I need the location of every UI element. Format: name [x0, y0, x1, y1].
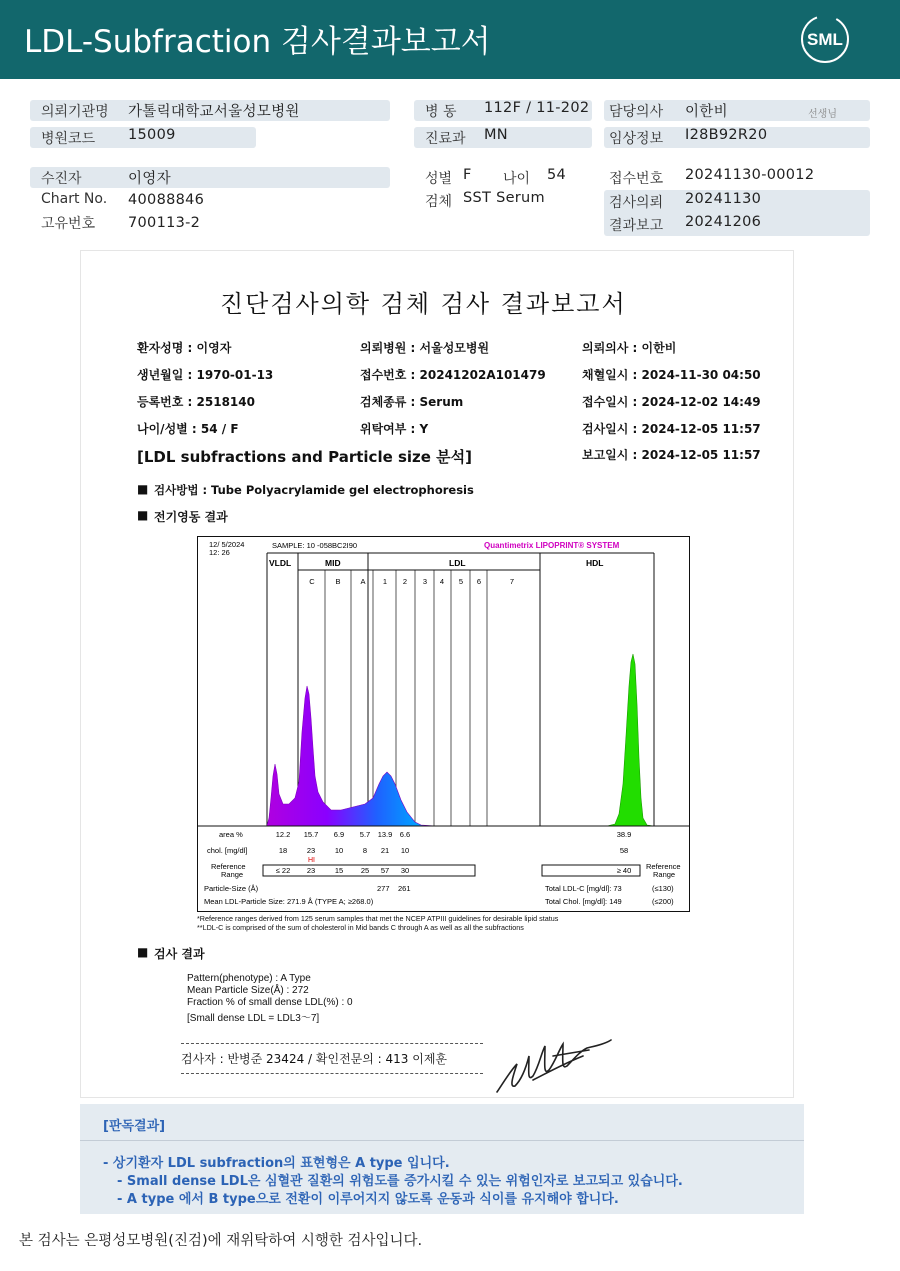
chol-value: 58	[619, 846, 629, 855]
ref-value: ≤ 22	[275, 866, 291, 875]
electro-bullet: ■	[137, 508, 149, 522]
dept-label: 진료과	[425, 131, 466, 147]
result-mean-size: Mean Particle Size(Å) : 272	[187, 985, 309, 996]
chart-note-2: **LDL-C is comprised of the sum of cholesterol in Mid bands C through A as well as all the subfractions	[197, 923, 524, 932]
total-chol-ref: (≤200)	[652, 897, 674, 906]
ref-label-1: Reference	[211, 862, 246, 871]
paper-hosp: 의뢰병원 : 서울성모병원	[360, 341, 490, 355]
band-label-3: 3	[422, 577, 428, 586]
clinical-value: I28B92R20	[685, 127, 768, 143]
paper-outsrc: 위탁여부 : Y	[360, 422, 429, 436]
paper-draw: 채혈일시 : 2024-11-30 04:50	[582, 368, 761, 382]
ref-label-2: Range	[221, 870, 244, 879]
age-label: 나이	[503, 171, 531, 187]
ref-label-right-1: Reference	[646, 862, 681, 871]
particle-value-1: 277	[377, 884, 390, 893]
chol-value: 10	[400, 846, 410, 855]
chol-value: 8	[362, 846, 368, 855]
band-group-hdl: HDL	[586, 558, 604, 568]
paper-rep: 보고일시 : 2024-12-05 11:57	[582, 448, 761, 462]
judgement-line-3: - A type 에서 B type으로 전환이 이루어지지 않도록 운동과 식이를 유지해야 합니다.	[117, 1192, 619, 1207]
specimen-value: SST Serum	[463, 190, 545, 206]
band-group-mid: MID	[325, 558, 341, 568]
area-value: 5.7	[359, 830, 371, 839]
ref-value: 30	[400, 866, 410, 875]
section-heading: [LDL subfractions and Particle size 분석]	[137, 448, 473, 466]
chart-label: Chart No.	[41, 191, 108, 207]
total-ldl-ref: (≤130)	[652, 884, 674, 893]
area-value: 38.9	[616, 830, 632, 839]
clinical-label: 임상정보	[609, 131, 664, 147]
band-label-4: 4	[439, 577, 445, 586]
ref-value: 25	[360, 866, 370, 875]
paper-acc: 접수번호 : 20241202A101479	[360, 368, 546, 382]
area-label: area %	[219, 830, 243, 839]
result-pattern: Pattern(phenotype) : A Type	[187, 973, 311, 984]
hospital-code-value: 15009	[128, 127, 176, 143]
method-bullet: ■	[137, 482, 149, 496]
area-value: 6.9	[333, 830, 345, 839]
hi-flag: HI	[308, 857, 315, 864]
chart-time: 12: 26	[209, 548, 230, 557]
ref-value: 15	[334, 866, 344, 875]
ref-value: 57	[380, 866, 390, 875]
paper-agesex: 나이/성별 : 54 / F	[137, 422, 239, 436]
area-value: 15.7	[303, 830, 319, 839]
unique-value: 700113-2	[128, 215, 201, 231]
area-value: 13.9	[377, 830, 393, 839]
sign-rule-top	[181, 1043, 483, 1044]
band-label-a: A	[360, 577, 366, 586]
age-value: 54	[547, 167, 567, 183]
particle-value-2: 261	[398, 884, 411, 893]
total-chol: Total Chol. [mg/dl]: 149	[545, 897, 622, 906]
patient-bar	[30, 167, 390, 188]
svg-text:SML: SML	[807, 30, 843, 49]
hospital-code-label: 병원코드	[41, 131, 96, 147]
specimen-label: 검체	[425, 194, 453, 210]
band-label-c: C	[309, 577, 315, 586]
paper-rdoc: 의뢰의사 : 이한비	[582, 341, 677, 355]
result-fraction: Fraction % of small dense LDL(%) : 0	[187, 997, 353, 1008]
chart-brand: Quantimetrix LIPOPRINT® SYSTEM	[484, 541, 620, 550]
report-title: LDL-Subfraction 검사결과보고서	[24, 24, 491, 60]
paper-dob: 생년월일 : 1970-01-13	[137, 368, 274, 382]
particle-label: Particle-Size (Å)	[204, 884, 259, 893]
chart-value: 40088846	[128, 192, 205, 208]
patient-label: 수진자	[41, 171, 82, 187]
band-group-ldl: LDL	[449, 558, 466, 568]
band-label-b: B	[335, 577, 341, 586]
judgement-title: [판독결과]	[103, 1119, 166, 1134]
ref-value: 23	[306, 866, 316, 875]
sml-logo	[800, 14, 850, 64]
receipt-value: 20241130-00012	[685, 167, 815, 183]
chart-note-1: *Reference ranges derived from 125 serum samples that met the NCEP ATPIII guidelines for desirable lipid status	[197, 914, 559, 923]
signature	[493, 1036, 615, 1096]
chol-value: 18	[278, 846, 288, 855]
doctor-value: 이한비	[685, 104, 728, 120]
judgement-line-2: - Small dense LDL은 심혈관 질환의 위험도를 증가시킬 수 있는 위험인자로 보고되고 있습니다.	[117, 1174, 683, 1189]
band-label-6: 6	[476, 577, 482, 586]
chol-value: 23	[306, 846, 316, 855]
paper-title: 진단검사의학 검체 검사 결과보고서	[220, 290, 627, 318]
unique-label: 고유번호	[41, 216, 96, 232]
band-label-5: 5	[458, 577, 464, 586]
footer-note: 본 검사는 은평성모병원(진검)에 재위탁하여 시행한 검사입니다.	[19, 1233, 423, 1249]
result-bullet: ■	[137, 945, 149, 959]
ward-value: 112F / 11-202	[484, 100, 590, 116]
result-heading: 검사 결과	[154, 947, 205, 961]
total-ldl: Total LDL-C [mg/dl]: 73	[545, 884, 622, 893]
chart-sample: SAMPLE: 10 -058BC2I90	[272, 541, 358, 550]
band-label-7: 7	[509, 577, 515, 586]
sex-label: 성별	[425, 171, 453, 187]
paper-name: 환자성명 : 이영자	[137, 341, 232, 355]
report-date-label: 결과보고	[609, 218, 664, 234]
institution-value: 가톨릭대학교서울성모병원	[128, 104, 300, 120]
paper-recv: 접수일시 : 2024-12-02 14:49	[582, 395, 761, 409]
request-label: 검사의뢰	[609, 195, 664, 211]
chol-value: 10	[334, 846, 344, 855]
sex-value: F	[463, 167, 472, 183]
chol-value: 21	[380, 846, 390, 855]
request-value: 20241130	[685, 191, 762, 207]
chol-label: chol. [mg/dl]	[207, 846, 248, 855]
mean-size-line: Mean LDL-Particle Size: 271.9 Å (TYPE A; ≥268.0)	[204, 897, 374, 906]
doctor-suffix: 선생님	[808, 109, 837, 120]
ward-label: 병 동	[425, 104, 457, 120]
method-text: 검사방법 : Tube Polyacrylamide gel electrophoresis	[154, 483, 474, 497]
ref-value: ≥ 40	[616, 866, 632, 875]
institution-label: 의뢰기관명	[41, 104, 109, 120]
ref-label-right-2: Range	[653, 870, 676, 879]
chart-frame	[198, 537, 690, 912]
sign-rule-bottom	[181, 1073, 483, 1074]
band-label-1: 1	[382, 577, 388, 586]
dept-value: MN	[484, 127, 508, 143]
report-date-value: 20241206	[685, 214, 762, 230]
band-label-2: 2	[402, 577, 408, 586]
signers-line: 검사자 : 반병준 23424 / 확인전문의 : 413 이제훈	[181, 1052, 448, 1066]
electro-text: 전기영동 결과	[154, 510, 228, 524]
paper-test: 검사일시 : 2024-12-05 11:57	[582, 422, 761, 436]
lipoprint-chart	[197, 536, 690, 912]
judgement-line-1: - 상기환자 LDL subfraction의 표현형은 A type 입니다.	[103, 1156, 450, 1171]
doctor-label: 담당의사	[609, 104, 664, 120]
judgement-divider	[80, 1140, 804, 1141]
chart-date: 12/ 5/2024	[209, 540, 245, 549]
receipt-label: 접수번호	[609, 171, 664, 187]
paper-reg: 등록번호 : 2518140	[137, 395, 255, 409]
area-value: 12.2	[275, 830, 291, 839]
paper-spec: 검체종류 : Serum	[360, 395, 464, 409]
result-sdldl: [Small dense LDL = LDL3～7]	[187, 1013, 320, 1024]
patient-value: 이영자	[128, 171, 171, 187]
area-value: 6.6	[399, 830, 411, 839]
band-group-vldl: VLDL	[269, 558, 292, 568]
